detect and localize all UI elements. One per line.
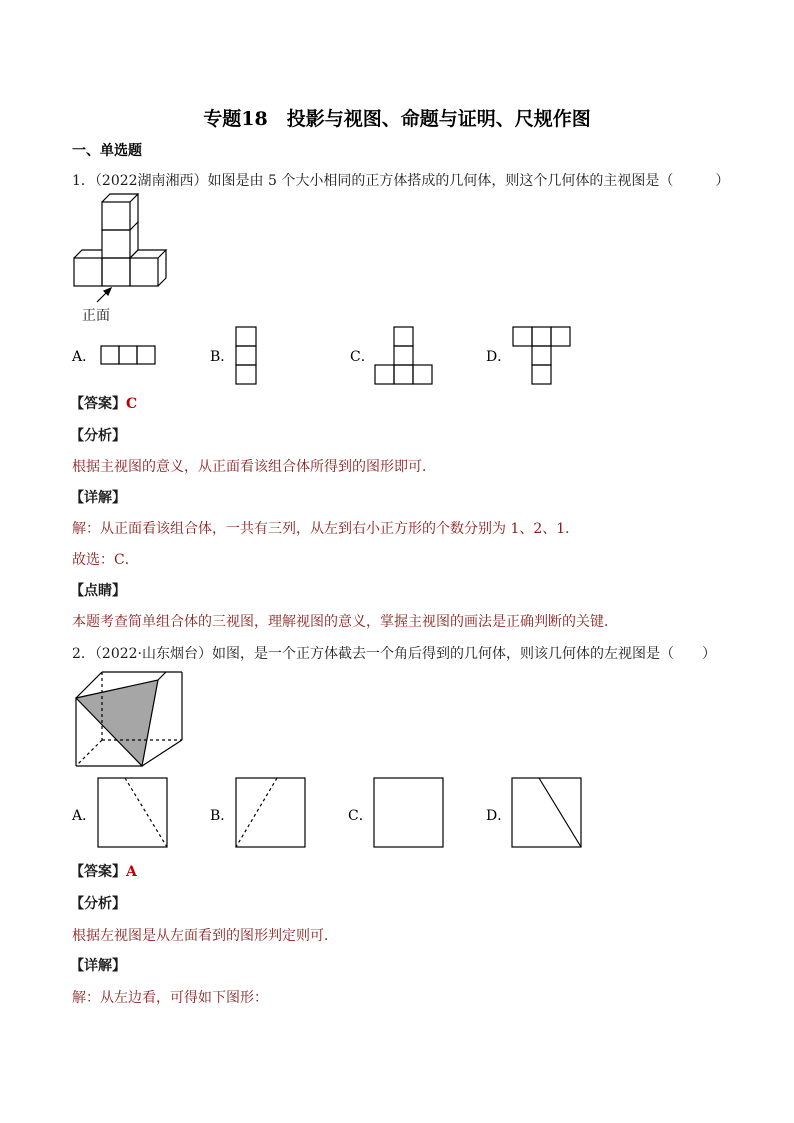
question-2-analysis-tag: 【分析】 (70, 896, 126, 912)
question-2-detail-line-1: 解：从左边看，可得如下图形： (72, 990, 268, 1006)
question-1-comment-tag: 【点睛】 (70, 583, 126, 599)
option-b-figure (235, 777, 307, 849)
page-title: 专题18 投影与视图、命题与证明、尺规作图 (203, 108, 591, 130)
question-1-detail-line-1: 解：从正面看该组合体，一共有三列，从左到右小正方形的个数分别为 1、2、1． (72, 521, 580, 537)
question-1-option-a[interactable]: A． (72, 349, 97, 365)
question-1-figure-label: 正面 (82, 308, 110, 324)
question-2-option-c[interactable]: C． (348, 808, 373, 824)
question-2-figure (72, 668, 182, 772)
question-1-answer: C (126, 396, 138, 412)
question-2-option-b[interactable]: B． (210, 808, 235, 824)
question-1-comment: 本题考查简单组合体的三视图，理解视图的意义，掌握主视图的画法是正确判断的关键． (72, 614, 618, 630)
option-d-figure (511, 777, 583, 849)
option-a-figure (100, 345, 160, 367)
question-2-analysis: 根据左视图是从左面看到的图形判定则可． (72, 928, 338, 944)
question-2-option-a[interactable]: A． (72, 808, 97, 824)
question-1-option-b[interactable]: B． (210, 349, 235, 365)
option-a-figure (97, 777, 169, 849)
question-1-front-arrow (95, 286, 115, 306)
question-1-option-c[interactable]: C． (350, 349, 375, 365)
question-1-answer-tag: 【答案】C (70, 396, 138, 412)
question-2-option-d[interactable]: D． (486, 808, 512, 824)
question-1-figure (70, 198, 170, 290)
option-c-figure (373, 777, 445, 849)
question-1-analysis: 根据主视图的意义，从正面看该组合体所得到的图形即可． (72, 459, 436, 475)
question-1-detail-tag: 【详解】 (70, 490, 126, 506)
section-heading: 一、单选题 (72, 143, 142, 159)
question-1-detail-line-2: 故选：C． (72, 552, 139, 568)
question-2-answer-tag: 【答案】A (70, 864, 137, 880)
question-1-stem: 1．（2022湖南湘西）如图是由 5 个大小相同的正方体搭成的几何体，则这个几何体的主视图是（ ） (72, 173, 730, 189)
question-2-stem: 2．（2022·山东烟台）如图，是一个正方体截去一个角后得到的几何体，则该几何体的左视图是（ ） (72, 646, 716, 662)
option-b-figure (235, 326, 259, 386)
question-1-analysis-tag: 【分析】 (70, 428, 126, 444)
option-d-figure (512, 326, 574, 386)
question-2-answer: A (126, 864, 137, 880)
question-2-detail-tag: 【详解】 (70, 958, 126, 974)
question-1-option-d[interactable]: D． (486, 349, 512, 365)
option-c-figure (374, 326, 436, 386)
